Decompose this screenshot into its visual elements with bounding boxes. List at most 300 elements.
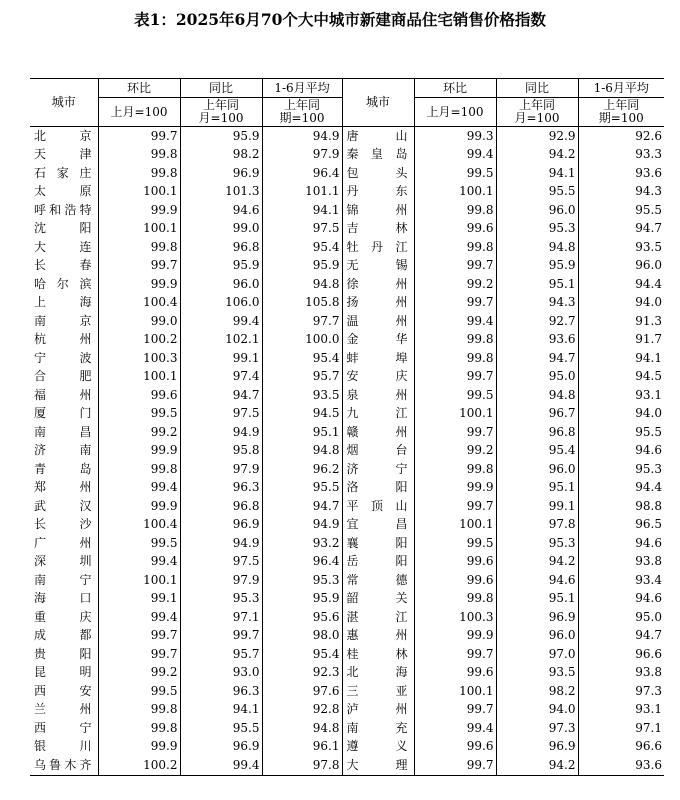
mom-right: 99.8 [414, 460, 496, 479]
yoy-right: 94.2 [496, 756, 578, 775]
city-left: 石家庄 [34, 165, 92, 180]
yoy-right: 97.0 [496, 645, 578, 664]
mom-left: 99.4 [98, 479, 180, 498]
city-left: 武汉 [34, 498, 92, 513]
mom-right: 99.8 [414, 201, 496, 220]
city-right: 大理 [342, 756, 414, 775]
yoy-left: 94.9 [180, 534, 262, 553]
yoy-right: 95.1 [496, 479, 578, 498]
avg-base-line2: 期=100 [598, 111, 644, 125]
yoy-right: 94.3 [496, 294, 578, 313]
table-row [30, 534, 664, 553]
mom-right: 99.2 [414, 442, 496, 461]
yoy-left: 96.9 [180, 516, 262, 535]
mom-right: 99.7 [414, 701, 496, 720]
table-row [30, 294, 664, 313]
yoy-right: 96.9 [496, 738, 578, 757]
yoy-left: 94.7 [180, 386, 262, 405]
avg-right: 93.1 [578, 386, 664, 405]
city-left: 沈阳 [34, 221, 92, 236]
mom-right: 99.8 [414, 349, 496, 368]
avg-left: 93.5 [262, 386, 342, 405]
city-right: 温州 [342, 312, 414, 331]
city-left: 福州 [34, 387, 92, 402]
yoy-right: 94.6 [496, 571, 578, 590]
yoy-right: 95.0 [496, 368, 578, 387]
avg-right: 96.5 [578, 516, 664, 535]
table-row [30, 164, 664, 183]
mom-left: 100.1 [98, 368, 180, 387]
avg-left: 97.9 [262, 146, 342, 165]
avg-right: 98.8 [578, 497, 664, 516]
yoy-left: 106.0 [180, 294, 262, 313]
city-left: 合肥 [34, 369, 92, 384]
city-right: 襄阳 [342, 534, 414, 553]
avg-left: 94.9 [262, 127, 342, 146]
yoy-right: 92.7 [496, 312, 578, 331]
table-row [30, 553, 664, 572]
city-left: 长春 [34, 258, 92, 273]
avg-left: 97.7 [262, 312, 342, 331]
avg-right: 94.0 [578, 294, 664, 313]
city-left: 西安 [34, 683, 92, 698]
avg-left: 95.9 [262, 590, 342, 609]
yoy-left: 95.9 [180, 257, 262, 276]
yoy-left: 97.9 [180, 460, 262, 479]
avg-left: 96.4 [262, 553, 342, 572]
yoy-left: 95.9 [180, 127, 262, 146]
mom-right: 99.6 [414, 553, 496, 572]
city-left: 青岛 [34, 461, 92, 476]
mom-left: 99.8 [98, 238, 180, 257]
avg-right: 95.3 [578, 460, 664, 479]
city-right: 扬州 [342, 294, 414, 313]
avg-right: 96.6 [578, 738, 664, 757]
avg-left: 95.3 [262, 571, 342, 590]
avg-left: 94.8 [262, 442, 342, 461]
yoy-left: 99.4 [180, 312, 262, 331]
mom-left: 99.2 [98, 664, 180, 683]
table-row [30, 627, 664, 646]
mom-right: 99.7 [414, 257, 496, 276]
avg-header-left: 1-6月平均 [262, 79, 342, 98]
yoy-left: 96.9 [180, 164, 262, 183]
avg-left: 94.8 [262, 719, 342, 738]
city-left: 郑州 [34, 480, 92, 495]
avg-left: 95.4 [262, 349, 342, 368]
city-right: 桂林 [342, 645, 414, 664]
mom-right: 99.5 [414, 386, 496, 405]
yoy-left: 97.5 [180, 553, 262, 572]
yoy-right: 94.2 [496, 146, 578, 165]
avg-left: 96.4 [262, 164, 342, 183]
mom-left: 99.9 [98, 497, 180, 516]
city-right: 岳阳 [342, 553, 414, 572]
yoy-left: 94.9 [180, 423, 262, 442]
avg-right: 91.7 [578, 331, 664, 350]
avg-right: 95.0 [578, 608, 664, 627]
yoy-right: 94.8 [496, 386, 578, 405]
mom-right: 99.5 [414, 164, 496, 183]
mom-left: 99.1 [98, 590, 180, 609]
mom-right: 99.5 [414, 534, 496, 553]
yoy-right: 93.5 [496, 664, 578, 683]
yoy-right: 92.9 [496, 127, 578, 146]
yoy-base-line2: 月=100 [198, 111, 244, 125]
mom-right: 99.8 [414, 331, 496, 350]
avg-left: 95.6 [262, 608, 342, 627]
avg-right: 94.7 [578, 627, 664, 646]
mom-left: 99.4 [98, 608, 180, 627]
avg-left: 92.3 [262, 664, 342, 683]
avg-right: 94.6 [578, 442, 664, 461]
avg-right: 96.0 [578, 257, 664, 276]
avg-right: 95.5 [578, 423, 664, 442]
city-right: 常德 [342, 571, 414, 590]
mom-left: 99.9 [98, 201, 180, 220]
city-left: 太原 [34, 184, 92, 199]
table-row [30, 238, 664, 257]
yoy-left: 99.7 [180, 627, 262, 646]
yoy-right: 96.7 [496, 405, 578, 424]
yoy-left: 93.0 [180, 664, 262, 683]
city-left: 成都 [34, 628, 92, 643]
avg-left: 94.5 [262, 405, 342, 424]
avg-right: 94.6 [578, 534, 664, 553]
city-right: 北海 [342, 664, 414, 683]
city-right: 吉林 [342, 220, 414, 239]
mom-left: 100.4 [98, 294, 180, 313]
avg-base-right [578, 98, 664, 127]
yoy-left: 96.8 [180, 497, 262, 516]
table-row [30, 664, 664, 683]
city-right: 宜昌 [342, 516, 414, 535]
city-left: 海口 [34, 591, 92, 606]
avg-right: 93.4 [578, 571, 664, 590]
yoy-right: 95.4 [496, 442, 578, 461]
table-row [30, 571, 664, 590]
mom-left: 100.4 [98, 516, 180, 535]
mom-left: 99.2 [98, 423, 180, 442]
yoy-right: 97.8 [496, 516, 578, 535]
mom-left: 99.9 [98, 442, 180, 461]
mom-left: 99.5 [98, 534, 180, 553]
avg-right: 94.7 [578, 220, 664, 239]
table-row [30, 645, 664, 664]
yoy-left: 94.1 [180, 701, 262, 720]
yoy-right: 95.1 [496, 275, 578, 294]
mom-left: 100.2 [98, 756, 180, 775]
city-right: 锦州 [342, 201, 414, 220]
avg-base-line2: 期=100 [279, 111, 325, 125]
yoy-left: 96.9 [180, 738, 262, 757]
mom-right: 99.7 [414, 423, 496, 442]
avg-header-right: 1-6月平均 [578, 79, 664, 98]
table-row [30, 146, 664, 165]
yoy-right: 96.0 [496, 201, 578, 220]
city-right: 安庆 [342, 368, 414, 387]
table-row [30, 460, 664, 479]
mom-left: 99.7 [98, 257, 180, 276]
yoy-right: 98.2 [496, 682, 578, 701]
yoy-right: 94.2 [496, 553, 578, 572]
table-title: 表1：2025年6月70个大中城市新建商品住宅销售价格指数 [134, 10, 546, 29]
yoy-right: 94.7 [496, 349, 578, 368]
table-row [30, 701, 664, 720]
table-row [30, 738, 664, 757]
yoy-left: 94.6 [180, 201, 262, 220]
table-row [30, 201, 664, 220]
avg-right: 92.6 [578, 127, 664, 146]
mom-right: 99.7 [414, 368, 496, 387]
avg-left: 97.5 [262, 220, 342, 239]
city-left: 北京 [34, 128, 92, 143]
mom-left: 99.5 [98, 405, 180, 424]
yoy-right: 95.5 [496, 183, 578, 202]
avg-right: 93.8 [578, 664, 664, 683]
city-left: 哈尔滨 [34, 276, 92, 291]
mom-left: 99.7 [98, 127, 180, 146]
mom-header-right: 环比 [414, 79, 496, 98]
city-right: 金华 [342, 331, 414, 350]
yoy-left: 97.4 [180, 368, 262, 387]
avg-left: 96.2 [262, 460, 342, 479]
yoy-base-left [180, 98, 262, 127]
yoy-left: 95.5 [180, 719, 262, 738]
table-row [30, 608, 664, 627]
mom-base-left: 上月=100 [98, 98, 180, 127]
table-row [30, 516, 664, 535]
city-left: 银川 [34, 739, 92, 754]
avg-right: 97.3 [578, 682, 664, 701]
avg-right: 93.8 [578, 553, 664, 572]
table-row [30, 257, 664, 276]
avg-base-left [262, 98, 342, 127]
city-header-left: 城市 [30, 79, 98, 127]
avg-right: 93.1 [578, 701, 664, 720]
yoy-left: 99.4 [180, 756, 262, 775]
mom-left: 99.5 [98, 682, 180, 701]
table-row [30, 386, 664, 405]
mom-right: 100.1 [414, 682, 496, 701]
yoy-left: 101.3 [180, 183, 262, 202]
avg-base-line1: 上年同 [603, 98, 640, 112]
mom-left: 100.1 [98, 183, 180, 202]
city-left: 南京 [34, 313, 92, 328]
table-row [30, 590, 664, 609]
city-right: 徐州 [342, 275, 414, 294]
yoy-header-right: 同比 [496, 79, 578, 98]
table-row [30, 479, 664, 498]
yoy-left: 97.5 [180, 405, 262, 424]
yoy-right: 95.3 [496, 534, 578, 553]
table-row [30, 275, 664, 294]
table-row [30, 368, 664, 387]
avg-left: 96.1 [262, 738, 342, 757]
yoy-left: 95.7 [180, 645, 262, 664]
mom-right: 99.6 [414, 571, 496, 590]
yoy-right: 94.0 [496, 701, 578, 720]
avg-left: 92.8 [262, 701, 342, 720]
yoy-right: 96.0 [496, 627, 578, 646]
avg-right: 97.1 [578, 719, 664, 738]
avg-left: 95.4 [262, 645, 342, 664]
mom-right: 99.6 [414, 738, 496, 757]
mom-right: 100.1 [414, 183, 496, 202]
city-left: 重庆 [34, 609, 92, 624]
table-row [30, 349, 664, 368]
city-left: 贵阳 [34, 646, 92, 661]
avg-left: 94.1 [262, 201, 342, 220]
mom-right: 100.3 [414, 608, 496, 627]
mom-left: 99.7 [98, 645, 180, 664]
avg-left: 97.6 [262, 682, 342, 701]
mom-left: 99.8 [98, 460, 180, 479]
yoy-right: 96.9 [496, 608, 578, 627]
yoy-left: 99.1 [180, 349, 262, 368]
yoy-right: 96.8 [496, 423, 578, 442]
avg-base-line1: 上年同 [283, 98, 320, 112]
avg-right: 93.6 [578, 756, 664, 775]
mom-left: 99.0 [98, 312, 180, 331]
city-right: 泸州 [342, 701, 414, 720]
mom-right: 99.9 [414, 627, 496, 646]
mom-base-right: 上月=100 [414, 98, 496, 127]
avg-left: 94.9 [262, 516, 342, 535]
city-right: 牡丹江 [342, 238, 414, 257]
city-right: 惠州 [342, 627, 414, 646]
mom-left: 99.8 [98, 146, 180, 165]
city-right: 秦皇岛 [342, 146, 414, 165]
city-left: 厦门 [34, 406, 92, 421]
yoy-right: 95.1 [496, 590, 578, 609]
avg-right: 94.0 [578, 405, 664, 424]
avg-right: 93.5 [578, 238, 664, 257]
avg-left: 95.5 [262, 479, 342, 498]
mom-right: 99.8 [414, 590, 496, 609]
city-left: 宁波 [34, 350, 92, 365]
mom-right: 99.7 [414, 294, 496, 313]
avg-left: 93.2 [262, 534, 342, 553]
yoy-left: 96.8 [180, 238, 262, 257]
mom-left: 99.7 [98, 627, 180, 646]
price-index-table [30, 78, 664, 776]
table-row [30, 719, 664, 738]
mom-right: 99.4 [414, 719, 496, 738]
mom-right: 100.1 [414, 405, 496, 424]
mom-right: 99.2 [414, 275, 496, 294]
avg-right: 94.1 [578, 349, 664, 368]
city-right: 济宁 [342, 460, 414, 479]
yoy-left: 97.9 [180, 571, 262, 590]
avg-left: 95.9 [262, 257, 342, 276]
mom-left: 99.9 [98, 738, 180, 757]
city-left: 呼和浩特 [34, 202, 92, 217]
table-row [30, 756, 664, 775]
table-body [30, 127, 664, 776]
city-right: 韶关 [342, 590, 414, 609]
yoy-base-line2: 月=100 [514, 111, 560, 125]
city-right: 无锡 [342, 257, 414, 276]
yoy-left: 95.8 [180, 442, 262, 461]
city-left: 西宁 [34, 720, 92, 735]
city-left: 杭州 [34, 332, 92, 347]
avg-left: 95.1 [262, 423, 342, 442]
city-right: 湛江 [342, 608, 414, 627]
table-row [30, 497, 664, 516]
city-right: 遵义 [342, 738, 414, 757]
mom-left: 100.2 [98, 331, 180, 350]
mom-left: 99.6 [98, 386, 180, 405]
mom-left: 99.4 [98, 553, 180, 572]
yoy-left: 102.1 [180, 331, 262, 350]
table-row [30, 312, 664, 331]
city-right: 赣州 [342, 423, 414, 442]
yoy-right: 96.0 [496, 460, 578, 479]
city-left: 济南 [34, 443, 92, 458]
yoy-right: 94.8 [496, 238, 578, 257]
city-right: 丹东 [342, 183, 414, 202]
avg-right: 91.3 [578, 312, 664, 331]
yoy-left: 96.3 [180, 682, 262, 701]
avg-right: 94.5 [578, 368, 664, 387]
mom-left: 100.1 [98, 220, 180, 239]
avg-left: 94.8 [262, 275, 342, 294]
city-right: 九江 [342, 405, 414, 424]
city-left: 大连 [34, 239, 92, 254]
avg-right: 96.6 [578, 645, 664, 664]
city-right: 三亚 [342, 682, 414, 701]
mom-right: 99.9 [414, 479, 496, 498]
yoy-right: 94.1 [496, 164, 578, 183]
table-row [30, 183, 664, 202]
avg-right: 95.5 [578, 201, 664, 220]
city-right: 包头 [342, 164, 414, 183]
avg-left: 94.7 [262, 497, 342, 516]
mom-left: 99.9 [98, 275, 180, 294]
mom-left: 99.8 [98, 164, 180, 183]
city-right: 蚌埠 [342, 349, 414, 368]
avg-left: 95.7 [262, 368, 342, 387]
yoy-left: 96.0 [180, 275, 262, 294]
avg-right: 93.6 [578, 164, 664, 183]
city-right: 南充 [342, 719, 414, 738]
mom-right: 99.8 [414, 238, 496, 257]
avg-right: 94.4 [578, 479, 664, 498]
city-left: 天津 [34, 147, 92, 162]
yoy-right: 95.3 [496, 220, 578, 239]
city-left: 上海 [34, 295, 92, 310]
city-left: 乌鲁木齐 [30, 756, 98, 775]
yoy-right: 93.6 [496, 331, 578, 350]
mom-right: 99.4 [414, 146, 496, 165]
yoy-left: 99.0 [180, 220, 262, 239]
city-header-right: 城市 [342, 79, 414, 127]
avg-left: 105.8 [262, 294, 342, 313]
city-right: 平顶山 [342, 497, 414, 516]
avg-right: 94.4 [578, 275, 664, 294]
mom-right: 99.7 [414, 645, 496, 664]
city-left: 昆明 [34, 665, 92, 680]
mom-left: 100.1 [98, 571, 180, 590]
mom-header-left: 环比 [98, 79, 180, 98]
yoy-left: 95.3 [180, 590, 262, 609]
yoy-header-left: 同比 [180, 79, 262, 98]
mom-right: 99.4 [414, 312, 496, 331]
mom-right: 99.6 [414, 664, 496, 683]
mom-left: 100.3 [98, 349, 180, 368]
table-row [30, 220, 664, 239]
